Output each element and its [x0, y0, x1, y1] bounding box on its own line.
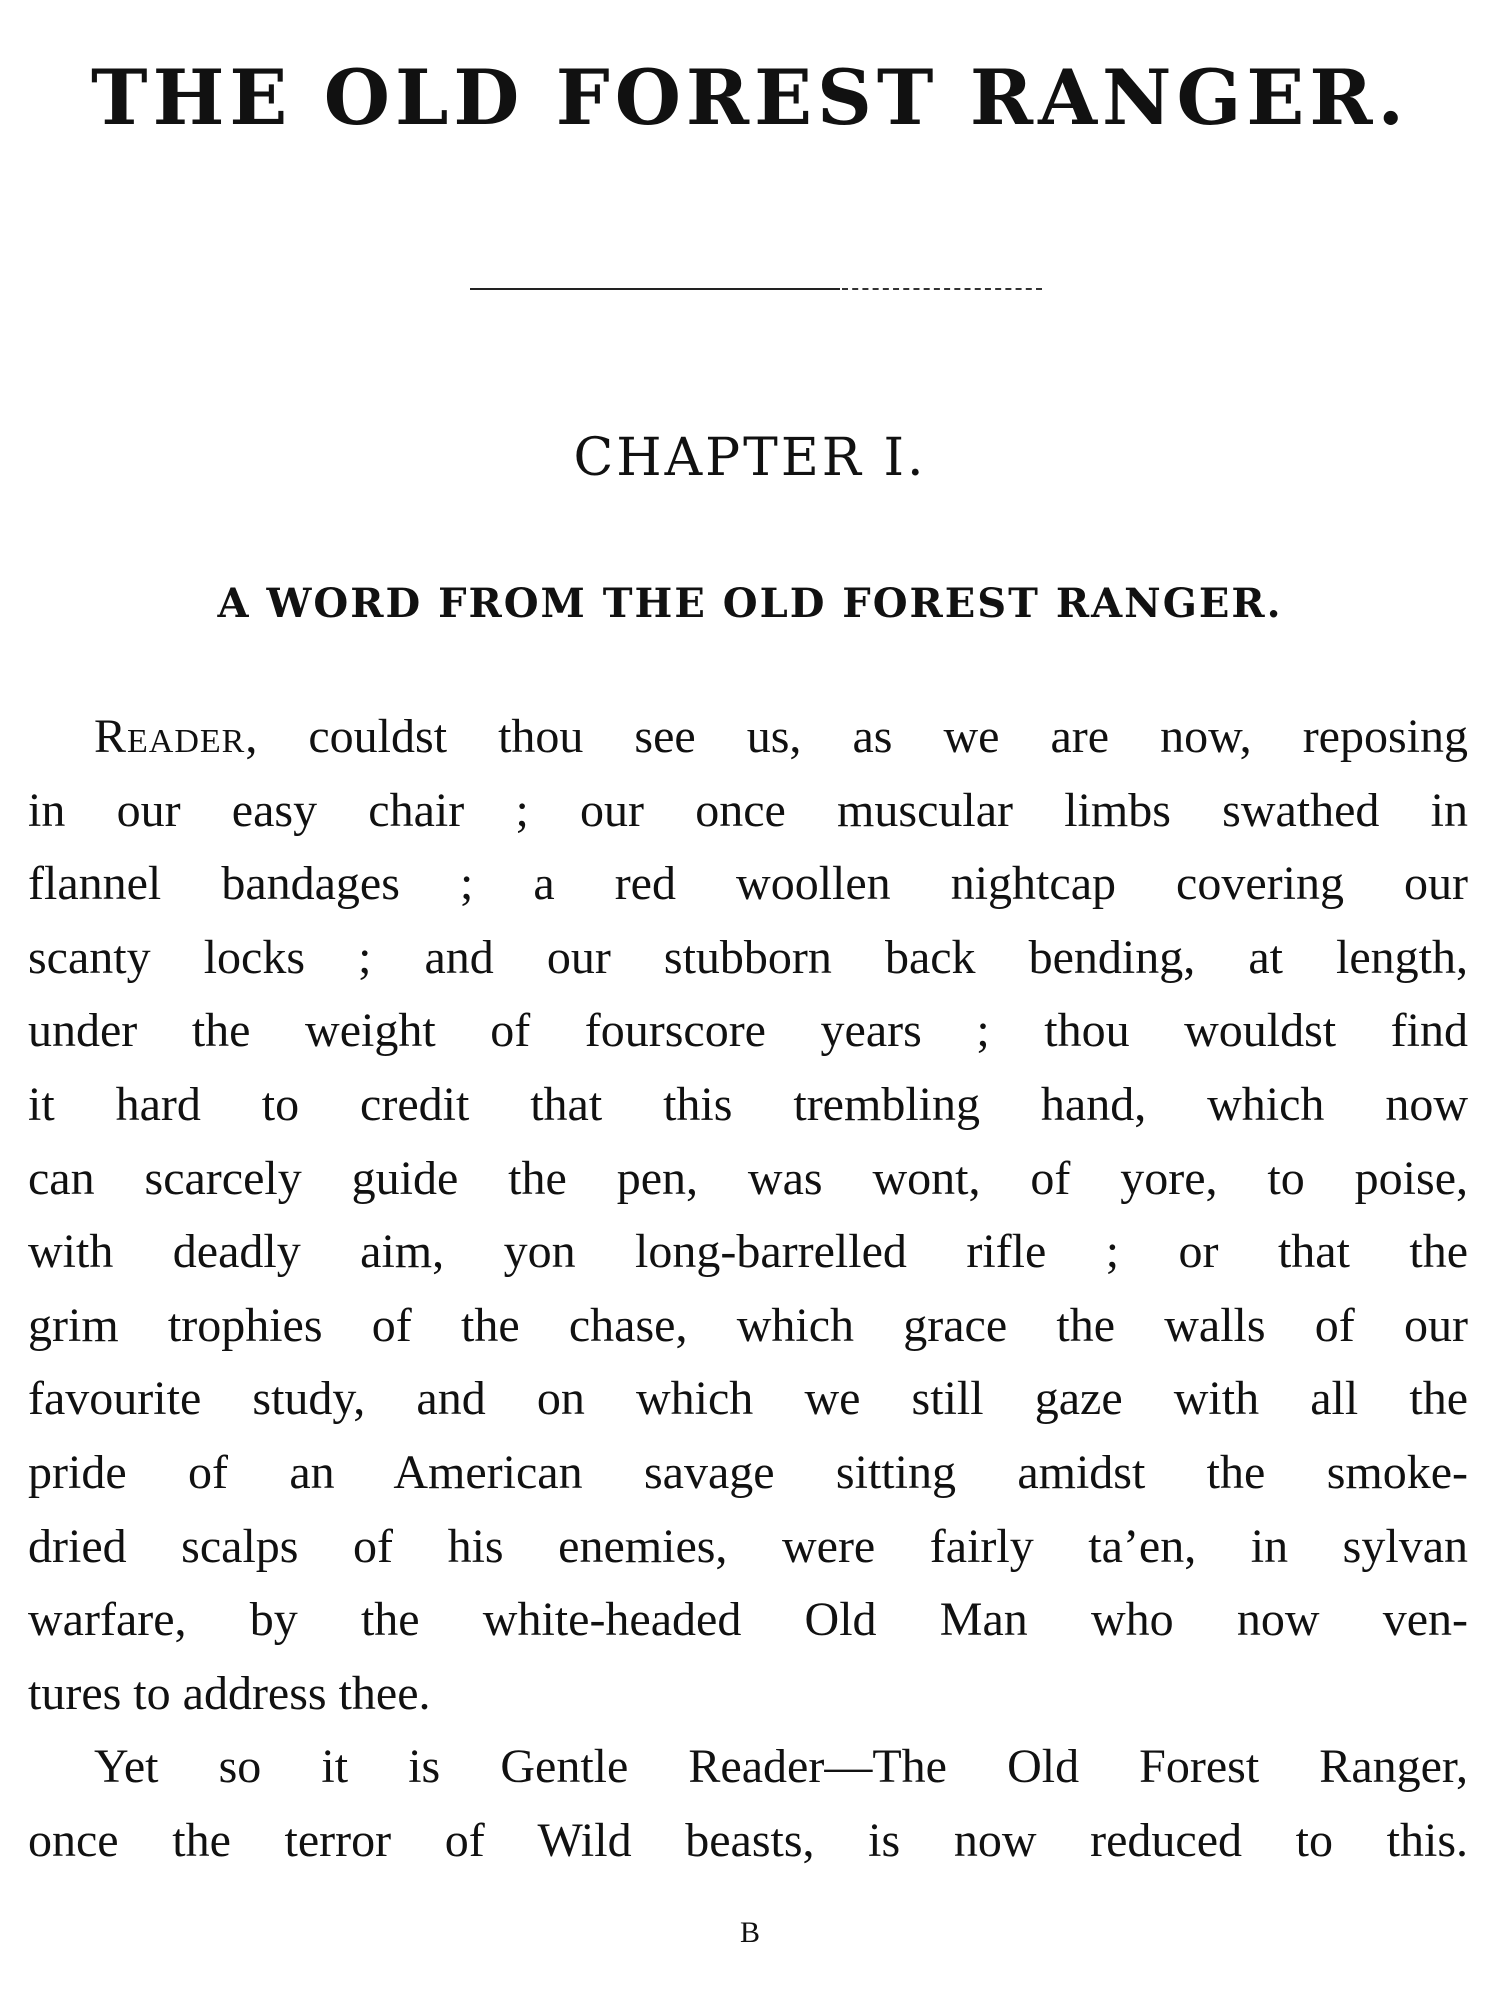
paragraph-2 — [28, 1730, 1468, 1877]
chapter-subtitle: A WORD FROM THE OLD FOREST RANGER. — [217, 580, 1283, 627]
paragraph-1 — [28, 700, 1468, 1730]
text-line: flannel bandages ; a red woollen nightcap covering our — [28, 857, 1468, 911]
text-line: dried scalps of his enemies, were fairly ta’en, in sylvan — [28, 1519, 1468, 1573]
text-line-content: , couldst thou see us, as we are now, reposing — [245, 710, 1468, 763]
text-line — [28, 700, 1468, 774]
text-line: Yet so it is Gentle Reader—The Old Forest Ranger, — [94, 1740, 1468, 1794]
rule-solid-segment — [470, 288, 840, 290]
chapter-heading: CHAPTER I. — [573, 428, 927, 488]
body-text — [28, 700, 1468, 1878]
text-line: in our easy chair ; our once muscular limbs swathed in — [28, 783, 1468, 837]
decorative-rule — [470, 286, 1070, 292]
text-line: tures to address thee. — [28, 1666, 431, 1720]
text-line: once the terror of Wild beasts, is now reduced to this. — [28, 1813, 1468, 1867]
lead-word: Reader — [94, 710, 246, 763]
text-line: with deadly aim, yon long-barrelled rifle ; or that the — [28, 1225, 1468, 1279]
text-line: favourite study, and on which we still gaze with all the — [28, 1372, 1468, 1426]
text-line: under the weight of fourscore years ; thou wouldst find — [28, 1004, 1468, 1058]
rule-dashed-segment — [842, 288, 1042, 290]
book-title: THE OLD FOREST RANGER. — [91, 53, 1409, 142]
text-line: scanty locks ; and our stubborn back bending, at length, — [28, 930, 1468, 984]
text-line: warfare, by the white-headed Old Man who now ven- — [28, 1593, 1468, 1647]
page-signature: B — [739, 1916, 760, 1949]
text-line: grim trophies of the chase, which grace the walls of our — [28, 1298, 1468, 1352]
text-line: pride of an American savage sitting amidst the smoke- — [28, 1445, 1468, 1499]
text-line: can scarcely guide the pen, was wont, of yore, to poise, — [28, 1151, 1468, 1205]
text-line: it hard to credit that this trembling hand, which now — [28, 1077, 1468, 1131]
